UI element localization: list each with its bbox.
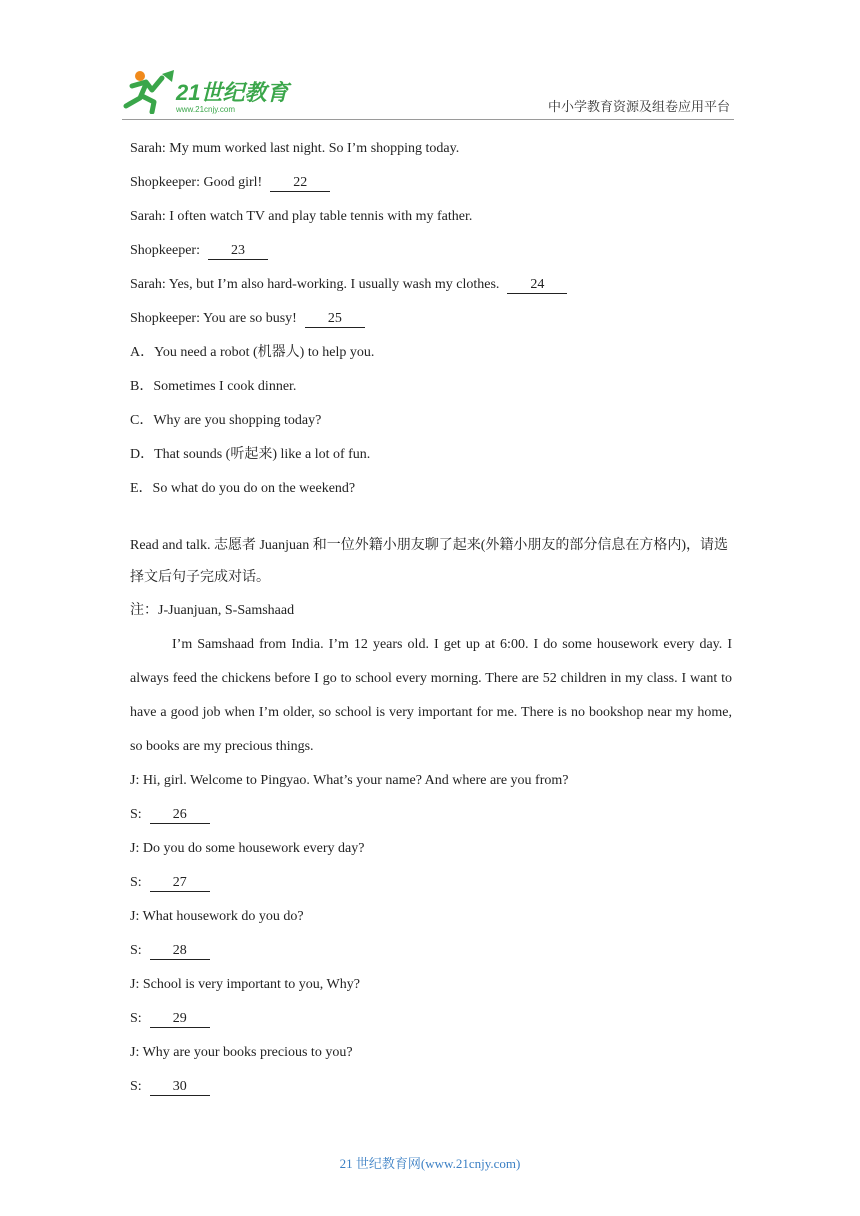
dialogue-text: Sarah: My mum worked last night. So I’m shopping today.	[130, 141, 460, 156]
answer-blank[interactable]: 27	[150, 875, 210, 892]
svg-text:www.21cnjy.com: www.21cnjy.com	[176, 105, 235, 114]
answer-blank[interactable]: 22	[270, 175, 330, 192]
dialogue-text: Shopkeeper: Good girl!	[130, 175, 263, 190]
answer-blank[interactable]: 26	[150, 807, 210, 824]
dialogue-line	[130, 166, 732, 200]
dialogue-line	[130, 832, 732, 866]
svg-text:21世纪教育: 21世纪教育	[176, 80, 289, 105]
answer-blank[interactable]: 28	[150, 943, 210, 960]
platform-name: 中小学教育资源及组卷应用平台	[547, 99, 730, 114]
dialogue-text: S:	[130, 943, 142, 958]
dialogue-text: S:	[130, 1011, 142, 1026]
option-item: A．You need a robot (机器人) to help you.	[130, 345, 375, 360]
page-content	[130, 132, 732, 1104]
dialogue-text: S:	[130, 875, 142, 890]
header-divider	[122, 119, 734, 120]
dialogue-line	[130, 302, 732, 336]
dialogue-line	[130, 200, 732, 234]
runner-logo-icon	[122, 68, 292, 114]
dialogue-line	[130, 900, 732, 934]
section2-instruction: Read and talk. 志愿者 Juanjuan 和一位外籍小朋友聊了起来(外籍小朋友的部分信息在方格内)，请选择文后句子完成对话。	[130, 538, 729, 585]
section2-note: 注：J-Juanjuan, S-Samshaad	[130, 603, 295, 618]
dialogue-line	[130, 268, 732, 302]
section2-passage: I’m Samshaad from India. I’m 12 years old. I get up at 6:00. I do some housework every day. I always feed the chickens before I go to school every morning. There are 52 children in my class. I want to have a good job when I’m older, so school is very important for me. There is no bookshop near my home, so books are my precious things.	[130, 637, 732, 754]
answer-blank[interactable]: 30	[150, 1079, 210, 1096]
dialogue-text: Sarah: Yes, but I’m also hard-working. I usually wash my clothes.	[130, 277, 500, 292]
dialogue-line	[130, 934, 732, 968]
section1-dialogue	[130, 132, 732, 336]
option-item: D．That sounds (听起来) like a lot of fun.	[130, 447, 371, 462]
page-footer: 21 世纪教育网(www.21cnjy.com)	[339, 1156, 521, 1171]
dialogue-line	[130, 1036, 732, 1070]
dialogue-text: Shopkeeper:	[130, 243, 200, 258]
dialogue-text: J: Do you do some housework every day?	[130, 841, 365, 856]
answer-blank[interactable]: 29	[150, 1011, 210, 1028]
answer-blank[interactable]: 23	[208, 243, 268, 260]
dialogue-text: J: What housework do you do?	[130, 909, 304, 924]
dialogue-text: Shopkeeper: You are so busy!	[130, 311, 297, 326]
dialogue-text: J: School is very important to you, Why?	[130, 977, 360, 992]
dialogue-line	[130, 1070, 732, 1104]
dialogue-line	[130, 234, 732, 268]
dialogue-text: J: Why are your books precious to you?	[130, 1045, 353, 1060]
dialogue-line	[130, 1002, 732, 1036]
section1-options	[130, 336, 732, 506]
dialogue-text: J: Hi, girl. Welcome to Pingyao. What’s your name? And where are you from?	[130, 773, 569, 788]
option-item: E．So what do you do on the weekend?	[130, 481, 356, 496]
dialogue-line	[130, 968, 732, 1002]
logo	[122, 68, 292, 114]
section2-dialogue	[130, 764, 732, 1104]
dialogue-text: Sarah: I often watch TV and play table tennis with my father.	[130, 209, 473, 224]
dialogue-line	[130, 132, 732, 166]
section-gap	[130, 506, 732, 530]
dialogue-text: S:	[130, 807, 142, 822]
dialogue-text: S:	[130, 1079, 142, 1094]
answer-blank[interactable]: 25	[305, 311, 365, 328]
dialogue-line	[130, 866, 732, 900]
option-item: C．Why are you shopping today?	[130, 413, 322, 428]
dialogue-line	[130, 798, 732, 832]
dialogue-line	[130, 764, 732, 798]
answer-blank[interactable]: 24	[507, 277, 567, 294]
option-item: B．Sometimes I cook dinner.	[130, 379, 297, 394]
page-header	[0, 0, 860, 120]
